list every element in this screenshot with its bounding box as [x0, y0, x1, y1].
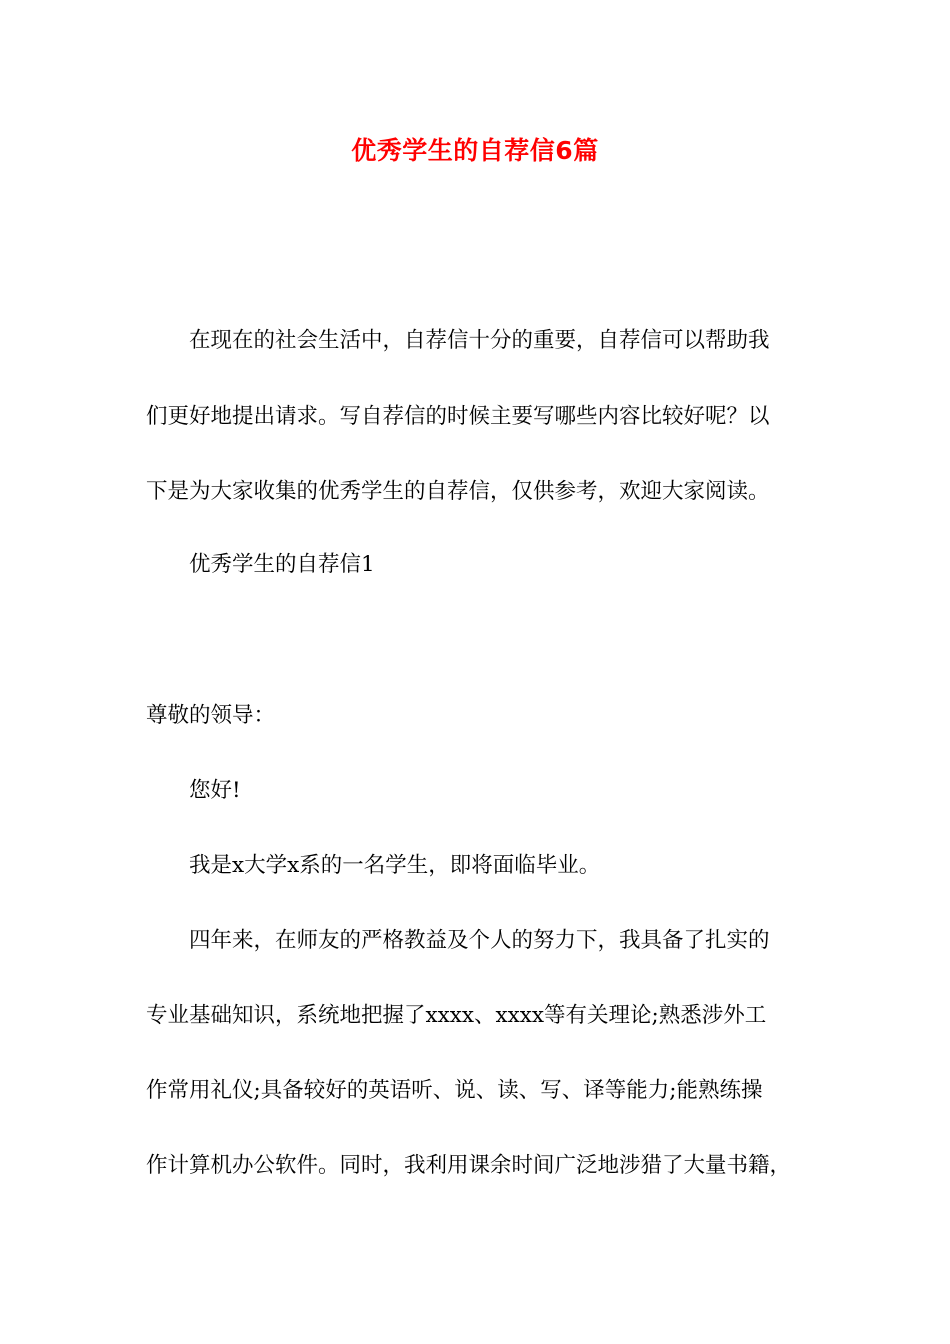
section-heading: 优秀学生的自荐信1	[189, 552, 375, 577]
greeting: 您好!	[189, 778, 241, 803]
document-title: 优秀学生的自荐信6篇	[351, 136, 599, 165]
paragraph-line: 作常用礼仪;具备较好的英语听、说、读、写、译等能力;能熟练操	[146, 1078, 763, 1103]
paragraph-line: 我是x大学x系的一名学生，即将面临毕业。	[189, 853, 601, 878]
paragraph-line: 专业基础知识，系统地把握了xxxx、xxxx等有关理论;熟悉涉外工	[146, 1003, 767, 1028]
salutation: 尊敬的领导：	[146, 703, 276, 728]
paragraph-line: 在现在的社会生活中，自荐信十分的重要，自荐信可以帮助我	[189, 328, 770, 353]
paragraph-line: 下是为大家收集的优秀学生的自荐信，仅供参考，欢迎大家阅读。	[146, 479, 770, 504]
paragraph-line: 四年来，在师友的严格教益及个人的努力下，我具备了扎实的	[189, 928, 770, 953]
paragraph-line: 作计算机办公软件。同时，我利用课余时间广泛地涉猎了大量书籍，	[146, 1153, 792, 1178]
paragraph-line: 们更好地提出请求。写自荐信的时候主要写哪些内容比较好呢？以	[146, 404, 770, 429]
